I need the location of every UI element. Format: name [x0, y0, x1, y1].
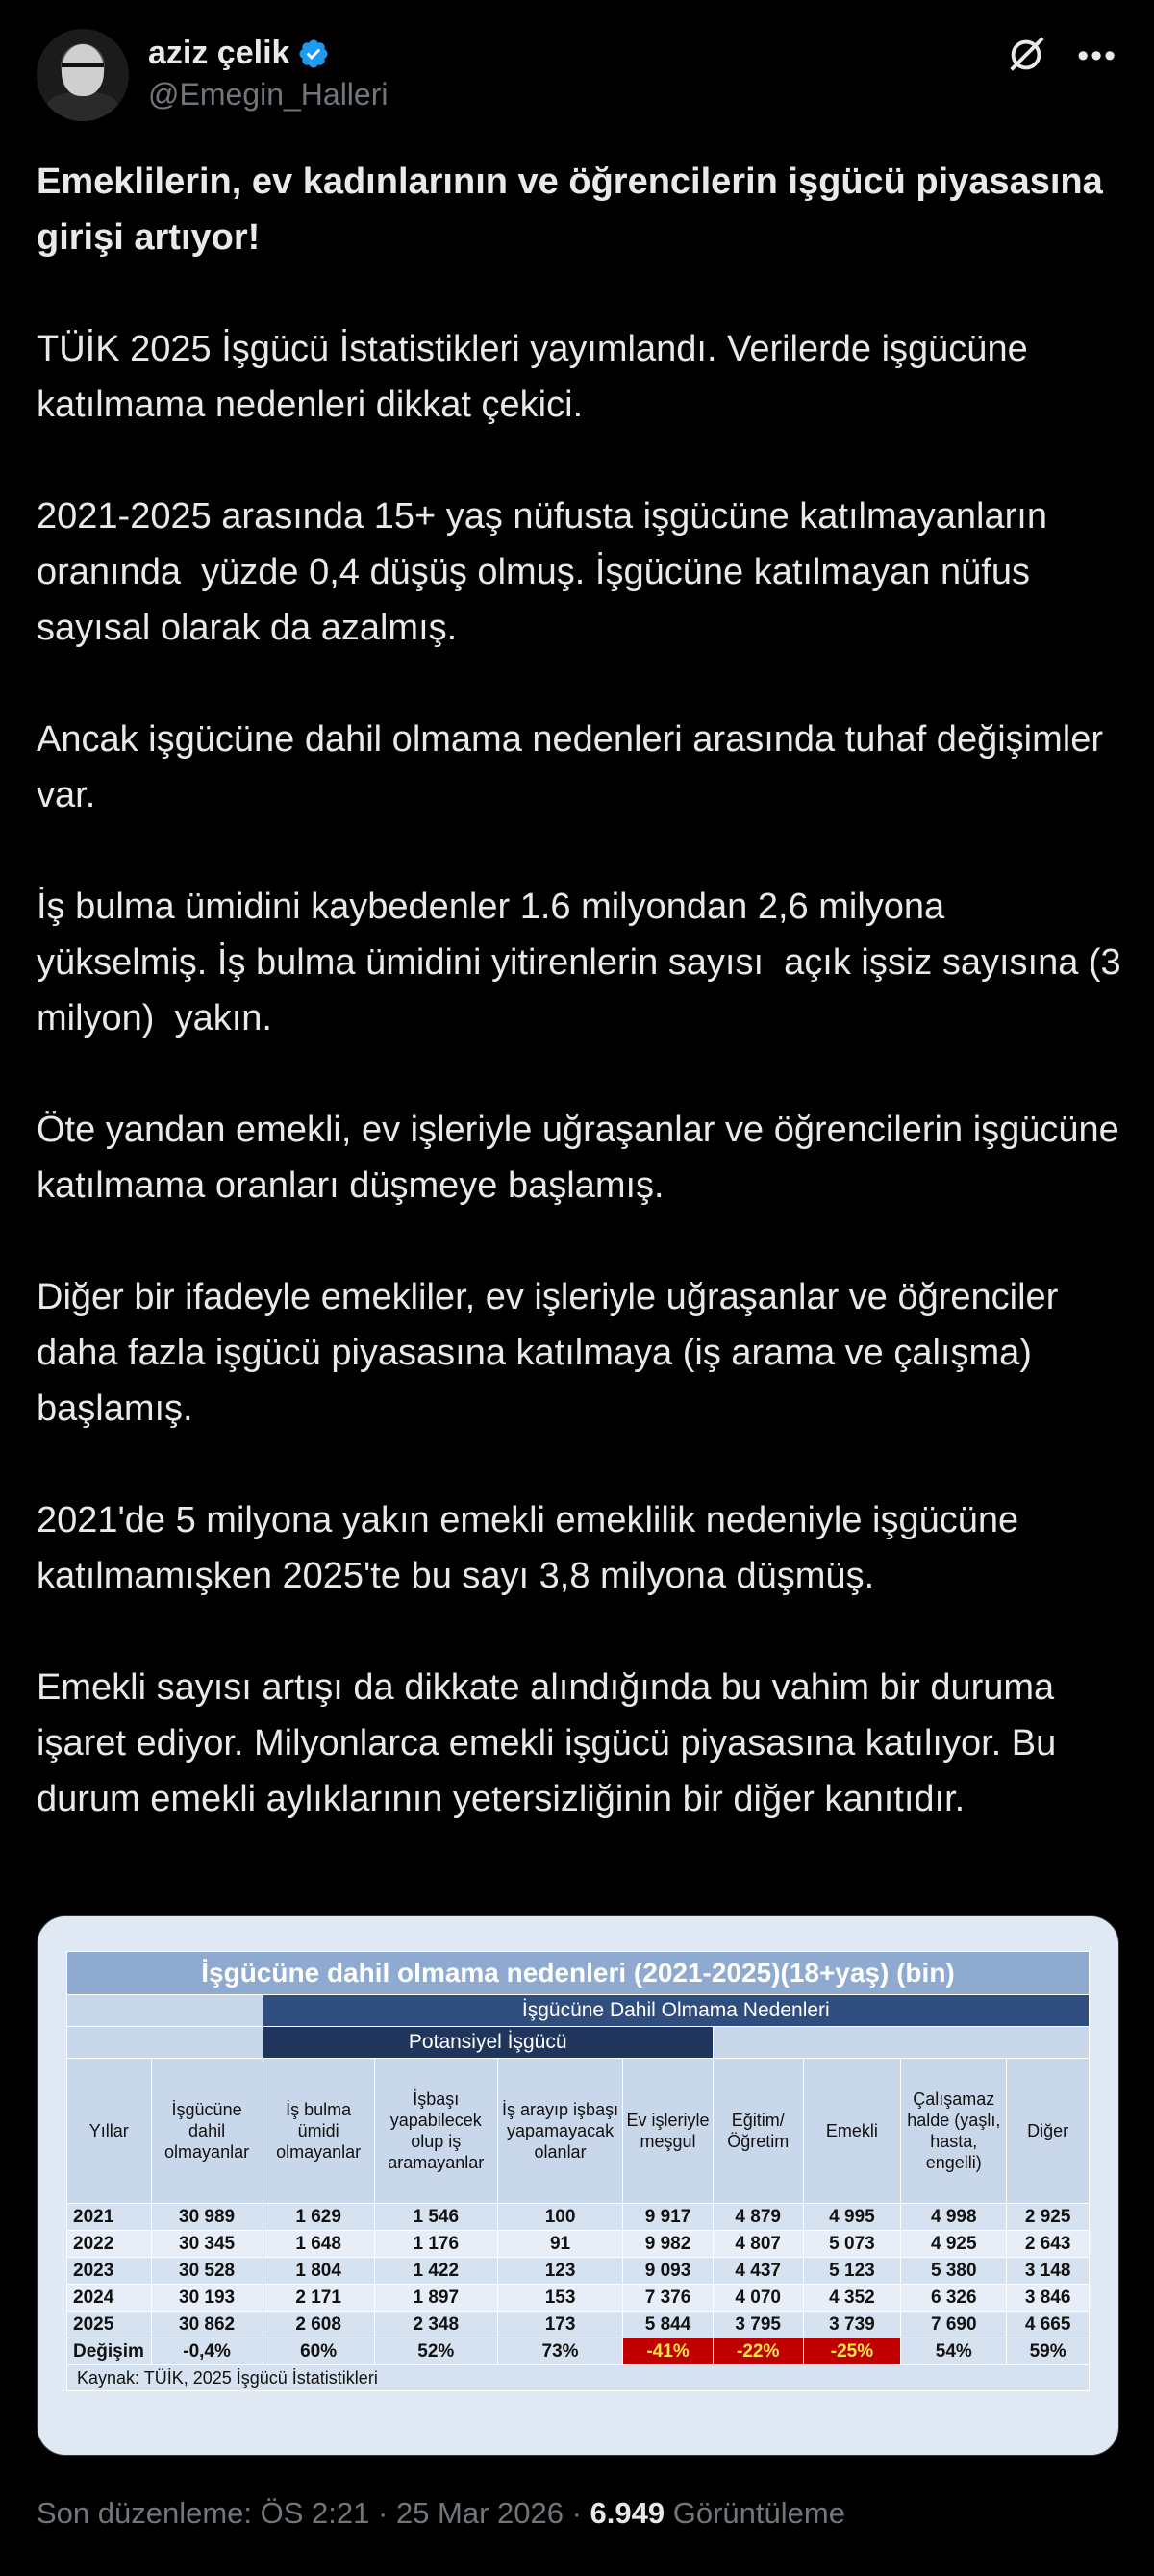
table-cell: 4 070	[713, 2285, 803, 2312]
table-cell: 2 608	[263, 2312, 374, 2338]
table-cell: 1 546	[374, 2204, 497, 2231]
table-cell: 2 171	[263, 2285, 374, 2312]
tweet-paragraph: Emekli sayısı artışı da dikkate alındığında bu vahim bir duruma işaret ediyor. Milyonlarca emekli işgücü piyasasına katılıyor. Bu durum emekli aylıklarının yetersizliğinin bir diğer kanıtıdır.	[37, 1667, 1066, 1819]
table-row	[67, 2204, 1090, 2231]
grok-icon[interactable]	[1004, 33, 1048, 77]
group-header: İşgücüne Dahil Olmama Nedenleri	[263, 1995, 1089, 2027]
table-cell: 4 925	[901, 2231, 1007, 2258]
views-count: 6.949	[590, 2496, 665, 2530]
column-header: İş arayıp işbaşı yapamayacak olanlar	[497, 2059, 622, 2204]
table-cell: 30 193	[151, 2285, 263, 2312]
table-cell: 4 879	[713, 2204, 803, 2231]
table-cell: 4 995	[803, 2204, 901, 2231]
change-cell: 54%	[901, 2338, 1007, 2365]
tweet-paragraph: TÜİK 2025 İşgücü İstatistikleri yayımlandı. Verilerde işgücüne katılmama nedenleri dikkat çekici.	[37, 329, 1039, 425]
table-cell: 2 925	[1007, 2204, 1090, 2231]
table-cell: 2023	[67, 2258, 152, 2285]
table-cell: 9 982	[623, 2231, 714, 2258]
table-cell: 2 643	[1007, 2231, 1090, 2258]
table-cell: 2025	[67, 2312, 152, 2338]
column-header: Eğitim/ Öğretim	[713, 2059, 803, 2204]
table-cell: 9 093	[623, 2258, 714, 2285]
table-cell: 5 380	[901, 2258, 1007, 2285]
table-cell: 4 998	[901, 2204, 1007, 2231]
table-cell: 7 690	[901, 2312, 1007, 2338]
statistics-table	[66, 1951, 1090, 2391]
table-title: İşgücüne dahil olmama nedenleri (2021-2025)(18+yaş) (bin)	[67, 1952, 1090, 1995]
change-cell: 59%	[1007, 2338, 1090, 2365]
table-cell: 1 897	[374, 2285, 497, 2312]
column-header: İşgücüne dahil olmayanlar	[151, 2059, 263, 2204]
change-cell: 60%	[263, 2338, 374, 2365]
tweet-paragraph: Ancak işgücüne dahil olmama nedenleri arasında tuhaf değişimler var.	[37, 719, 1114, 815]
tweet-paragraph: Emeklilerin, ev kadınlarının ve öğrencilerin işgücü piyasasına girişi artıyor!	[37, 162, 1114, 258]
column-header: Diğer	[1007, 2059, 1090, 2204]
views-label: Görüntüleme	[665, 2496, 845, 2530]
table-cell: 5 123	[803, 2258, 901, 2285]
change-row	[67, 2338, 1090, 2365]
table-cell: 123	[497, 2258, 622, 2285]
table-cell: 4 352	[803, 2285, 901, 2312]
table-row	[67, 2231, 1090, 2258]
table-cell: 1 804	[263, 2258, 374, 2285]
table-cell: 30 345	[151, 2231, 263, 2258]
change-cell: -25%	[803, 2338, 901, 2365]
change-cell: -41%	[623, 2338, 714, 2365]
table-row	[67, 2285, 1090, 2312]
table-cell: 173	[497, 2312, 622, 2338]
table-cell: 3 148	[1007, 2258, 1090, 2285]
column-header: Ev işleriyle meşgul	[623, 2059, 714, 2204]
table-cell: 30 989	[151, 2204, 263, 2231]
tweet-paragraph: 2021-2025 arasında 15+ yaş nüfusta işgücüne katılmayanların oranında yüzde 0,4 düşüş olmuş. İşgücüne katılmayan nüfus sayısal olarak da azalmış.	[37, 496, 1058, 648]
table-cell: 4 665	[1007, 2312, 1090, 2338]
table-cell: 153	[497, 2285, 622, 2312]
change-cell: -22%	[713, 2338, 803, 2365]
column-header: Emekli	[803, 2059, 901, 2204]
tweet-text	[37, 154, 1132, 1883]
table-cell: 2022	[67, 2231, 152, 2258]
tweet-header	[37, 29, 1117, 121]
table-cell: 1 422	[374, 2258, 497, 2285]
table-cell: 30 528	[151, 2258, 263, 2285]
table-cell: 1 648	[263, 2231, 374, 2258]
table-cell: 91	[497, 2231, 622, 2258]
table-cell: 3 846	[1007, 2285, 1090, 2312]
table-cell: 5 844	[623, 2312, 714, 2338]
tweet-image[interactable]	[37, 1915, 1119, 2456]
table-cell: 4 807	[713, 2231, 803, 2258]
verified-badge-icon	[297, 38, 330, 70]
table-cell: 30 862	[151, 2312, 263, 2338]
change-cell: 52%	[374, 2338, 497, 2365]
tweet-footer	[37, 2496, 845, 2531]
tweet-paragraph: İş bulma ümidini kaybedenler 1.6 milyondan 2,6 milyona yükselmiş. İş bulma ümidini yitirenlerin sayısı açık işsiz sayısına (3 milyon) yakın.	[37, 887, 1132, 1038]
column-header: Çalışamaz halde (yaşlı, hasta, engelli)	[901, 2059, 1007, 2204]
table-cell: 3 795	[713, 2312, 803, 2338]
table-cell: 9 917	[623, 2204, 714, 2231]
table-cell: 4 437	[713, 2258, 803, 2285]
column-header: İşbaşı yapabilecek olup iş aramayanlar	[374, 2059, 497, 2204]
table-row	[67, 2258, 1090, 2285]
more-options-icon[interactable]: •••	[1077, 38, 1117, 74]
tweet-paragraph: Öte yandan emekli, ev işleriyle uğraşanlar ve öğrencilerin işgücüne katılmama oranları düşmeye başlamış.	[37, 1110, 1130, 1206]
table-cell: 2 348	[374, 2312, 497, 2338]
author-handle[interactable]: @Emegin_Halleri	[148, 77, 389, 112]
table-cell: 1 176	[374, 2231, 497, 2258]
table-cell: 7 376	[623, 2285, 714, 2312]
author-name-row[interactable]	[148, 35, 330, 72]
author-name[interactable]: aziz çelik	[148, 35, 290, 71]
table-cell: 2021	[67, 2204, 152, 2231]
table-row	[67, 2312, 1090, 2338]
table-cell: 1 629	[263, 2204, 374, 2231]
table-cell: 2024	[67, 2285, 152, 2312]
column-header: Yıllar	[67, 2059, 152, 2204]
edited-timestamp[interactable]: Son düzenleme: ÖS 2:21 · 25 Mar 2026 ·	[37, 2496, 590, 2530]
table-source: Kaynak: TÜİK, 2025 İşgücü İstatistikleri	[67, 2365, 1090, 2391]
avatar[interactable]	[37, 29, 129, 121]
subgroup-header: Potansiyel İşgücü	[263, 2027, 713, 2059]
tweet-paragraph: 2021'de 5 milyona yakın emekli emeklilik nedeniyle işgücüne katılmamışken 2025'te bu sayı 3,8 milyona düşmüş.	[37, 1500, 1029, 1596]
tweet-paragraph: Diğer bir ifadeyle emekliler, ev işleriyle uğraşanlar ve öğrenciler daha fazla işgücü piyasasına katılmaya (iş arama ve çalışma) başlamış.	[37, 1277, 1068, 1429]
table-cell: 6 326	[901, 2285, 1007, 2312]
table-cell: 3 739	[803, 2312, 901, 2338]
table-cell: 5 073	[803, 2231, 901, 2258]
change-cell: -0,4%	[151, 2338, 263, 2365]
table-cell: 100	[497, 2204, 622, 2231]
change-cell: Değişim	[67, 2338, 152, 2365]
change-cell: 73%	[497, 2338, 622, 2365]
column-header: İş bulma ümidi olmayanlar	[263, 2059, 374, 2204]
